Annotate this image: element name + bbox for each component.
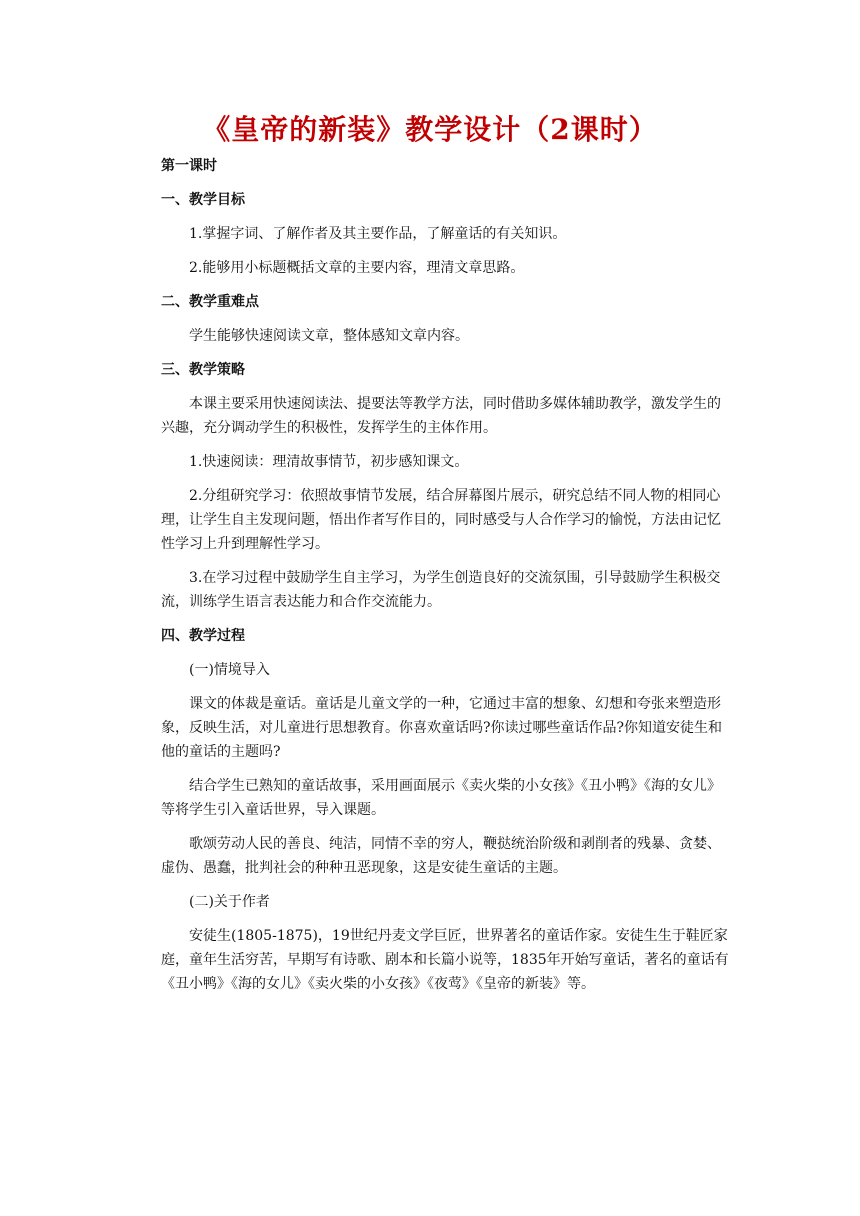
objective-item: 1.掌握字词、了解作者及其主要作品，了解童话的有关知识。 <box>189 226 567 242</box>
document-body <box>161 154 731 1006</box>
intro-paragraph: 结合学生已熟知的童话故事，采用画面展示《卖火柴的小女孩》《丑小鸭》《海的女儿》等将学生引入童话世界，导入课题。 <box>161 778 721 818</box>
lesson-label: 第一课时 <box>161 158 217 174</box>
strategy-item: 2.分组研究学习：依照故事情节发展，结合屏幕图片展示，研究总结不同人物的相同心理，让学生自主发现问题，悟出作者写作目的，同时感受与人合作学习的愉悦，方法由记忆性学习上升到理解性学习。 <box>161 488 721 552</box>
key-points-text: 学生能够快速阅读文章，整体感知文章内容。 <box>189 328 469 344</box>
section-heading-strategy: 三、教学策略 <box>161 362 245 378</box>
intro-paragraph: 歌颂劳动人民的善良、纯洁，同情不幸的穷人，鞭挞统治阶级和剥削者的残暴、贪婪、虚伪、愚蠢，批判社会的种种丑恶现象，这是安徒生童话的主题。 <box>161 836 721 876</box>
intro-paragraph: 课文的体裁是童话。童话是儿童文学的一种，它通过丰富的想象、幻想和夸张来塑造形象，反映生活，对儿童进行思想教育。你喜欢童话吗?你读过哪些童话作品?你知道安徒生和他的童话的主题吗? <box>161 696 723 760</box>
section-heading-process: 四、教学过程 <box>161 628 245 644</box>
subsection-label-intro: (一)情境导入 <box>189 662 270 678</box>
document-title: 《皇帝的新装》教学设计（2课时） <box>202 113 658 146</box>
strategy-item: 3.在学习过程中鼓励学生自主学习，为学生创造良好的交流氛围，引导鼓励学生积极交流，训练学生语言表达能力和合作交流能力。 <box>161 570 721 610</box>
strategy-intro: 本课主要采用快速阅读法、提要法等教学方法，同时借助多媒体辅助教学，激发学生的兴趣，充分调动学生的积极性，发挥学生的主体作用。 <box>161 396 721 436</box>
strategy-item: 1.快速阅读：理清故事情节，初步感知课文。 <box>189 454 469 470</box>
subsection-label-author: (二)关于作者 <box>189 894 270 910</box>
section-heading-objectives: 一、教学目标 <box>161 192 245 208</box>
section-heading-key-points: 二、教学重难点 <box>161 294 259 310</box>
objective-item: 2.能够用小标题概括文章的主要内容，理清文章思路。 <box>189 260 525 276</box>
author-paragraph: 安徒生(1805-1875)，19世纪丹麦文学巨匠，世界著名的童话作家。安徒生生于鞋匠家庭，童年生活穷苦，早期写有诗歌、剧本和长篇小说等，1835年开始写童话，著名的童话有《丑小鸭》《海的女儿》《卖火柴的小女孩》《夜莺》《皇帝的新装》等。 <box>161 928 729 992</box>
